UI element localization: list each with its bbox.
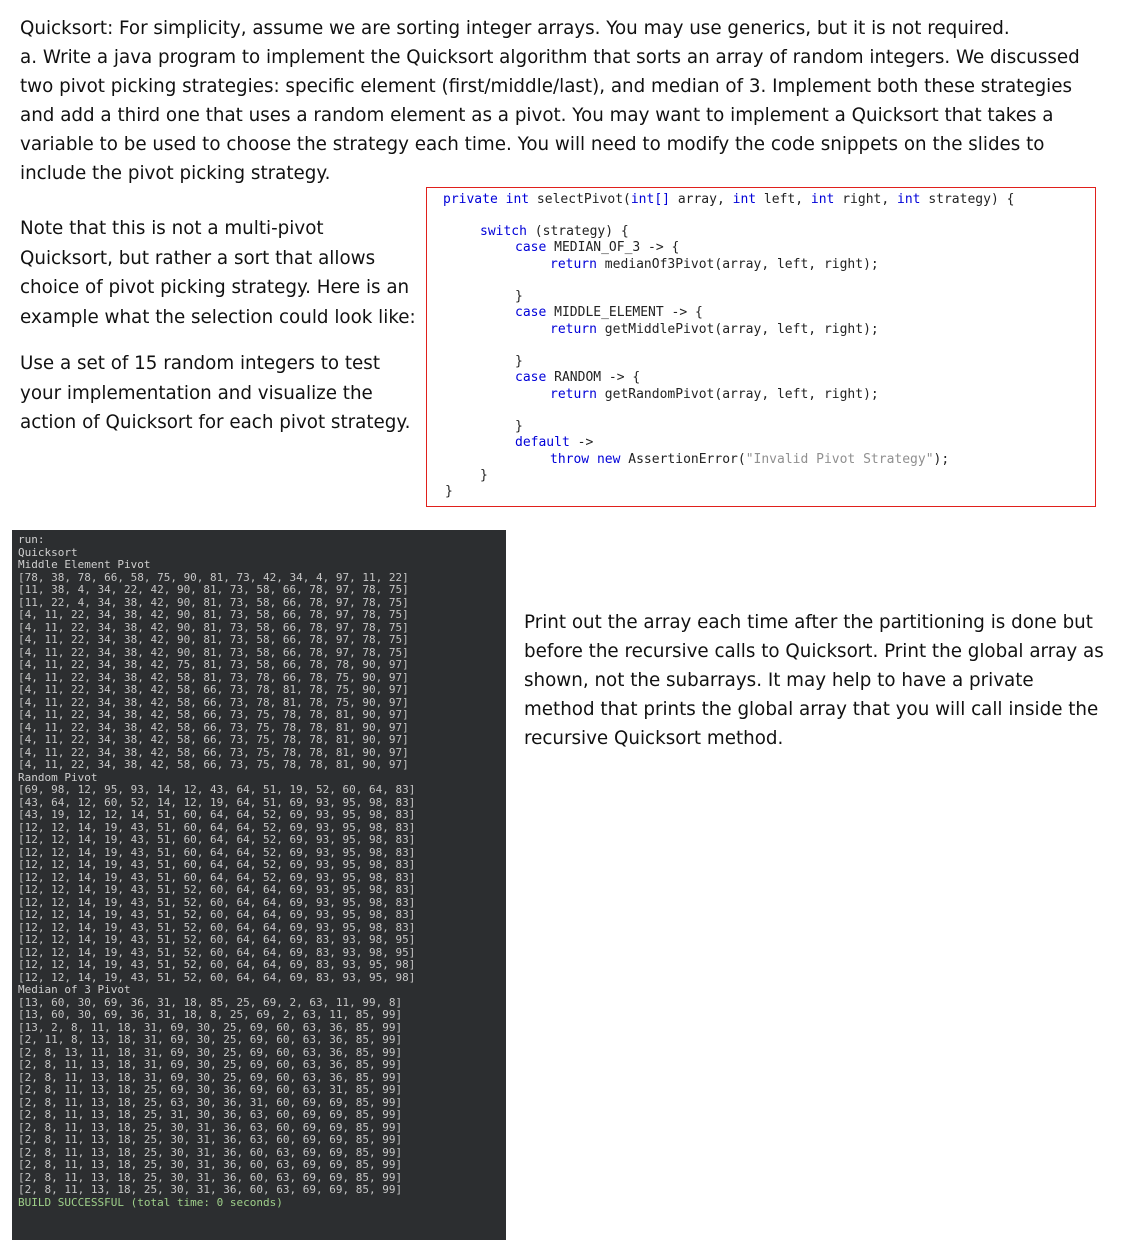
console-array-row: [4, 11, 22, 34, 38, 42, 75, 81, 73, 58, 66, 78, 78, 90, 97]	[18, 658, 409, 671]
console-section-label: Random Pivot	[18, 770, 98, 784]
console-array-row: [2, 8, 11, 13, 18, 31, 69, 30, 25, 69, 60, 63, 36, 85, 99]	[18, 1058, 403, 1071]
console-array-row: [4, 11, 22, 34, 38, 42, 58, 66, 73, 75, 78, 78, 81, 90, 97]	[18, 745, 409, 759]
console-footer: BUILD SUCCESSFUL (total time: 0 seconds)	[18, 1195, 283, 1209]
console-array-row: [43, 19, 12, 12, 14, 51, 60, 64, 64, 52, 69, 93, 95, 98, 83]	[18, 808, 416, 821]
console-array-row: [4, 11, 22, 34, 38, 42, 58, 66, 73, 75, 78, 78, 81, 90, 97]	[18, 708, 409, 721]
code-line-case-median: case MEDIAN_OF_3 -> {	[515, 240, 680, 255]
console-array-row: [2, 8, 11, 13, 18, 25, 30, 31, 36, 60, 63, 69, 69, 85, 99]	[18, 1183, 403, 1196]
console-section-label: Middle Element Pivot	[18, 558, 151, 571]
note-paragraph-1: Note that this is not a multi-pivot Quicksort, but rather a sort that allows choice of pivot picking strategy. Here is an example what the selection could look like:	[20, 218, 416, 328]
console-array-row: [2, 8, 13, 11, 18, 31, 69, 30, 25, 69, 60, 63, 36, 85, 99]	[18, 1045, 403, 1059]
console-array-row: [2, 8, 11, 13, 18, 25, 69, 30, 36, 69, 60, 63, 31, 85, 99]	[18, 1083, 403, 1096]
console-array-row: [4, 11, 22, 34, 38, 42, 90, 81, 73, 58, 66, 78, 97, 78, 75]	[18, 620, 409, 634]
code-line-close-2: }	[515, 354, 523, 369]
code-snippet	[426, 187, 1096, 507]
code-line-switch: switch (strategy) {	[480, 224, 629, 239]
console-array-row: [12, 12, 14, 19, 43, 51, 52, 60, 64, 64, 69, 93, 95, 98, 83]	[18, 883, 416, 896]
console-array-row: [69, 98, 12, 95, 93, 14, 12, 43, 64, 51, 19, 52, 60, 64, 83]	[18, 783, 416, 796]
console-array-row: [2, 8, 11, 13, 18, 25, 30, 31, 36, 63, 60, 69, 69, 85, 99]	[18, 1133, 403, 1146]
console-array-row: [12, 12, 14, 19, 43, 51, 60, 64, 64, 52, 69, 93, 95, 98, 83]	[18, 870, 416, 884]
code-line-close-method: }	[445, 484, 453, 499]
console-title: Quicksort	[18, 545, 78, 559]
console-array-row: [11, 22, 4, 34, 38, 42, 90, 81, 73, 58, 66, 78, 97, 78, 75]	[18, 595, 409, 609]
code-line-close-3: }	[515, 419, 523, 434]
console-array-row: [12, 12, 14, 19, 43, 51, 52, 60, 64, 64, 69, 83, 93, 98, 95]	[18, 933, 416, 946]
console-array-row: [2, 8, 11, 13, 18, 25, 31, 30, 36, 63, 60, 69, 69, 85, 99]	[18, 1108, 403, 1121]
console-array-row: [2, 8, 11, 13, 18, 25, 30, 31, 36, 60, 63, 69, 69, 85, 99]	[18, 1145, 403, 1159]
console-array-row: [2, 8, 11, 13, 18, 25, 30, 31, 36, 60, 63, 69, 69, 85, 99]	[18, 1170, 403, 1184]
console-section-label: Median of 3 Pivot	[18, 983, 131, 996]
console-array-row: [13, 2, 8, 11, 18, 31, 69, 30, 25, 69, 60, 63, 36, 85, 99]	[18, 1020, 403, 1034]
console-array-row: [2, 8, 11, 13, 18, 25, 30, 31, 36, 60, 63, 69, 69, 85, 99]	[18, 1158, 403, 1171]
console-array-row: [78, 38, 78, 66, 58, 75, 90, 81, 73, 42, 34, 4, 97, 11, 22]	[18, 570, 409, 584]
code-line-case-random: case RANDOM -> {	[515, 370, 641, 385]
console-array-row: [4, 11, 22, 34, 38, 42, 58, 81, 73, 78, 66, 78, 75, 90, 97]	[18, 670, 409, 684]
intro-paragraph: a. Write a java program to implement the Quicksort algorithm that sorts an array of random integers. We discussed two pivot picking strategies: specific element (first/middle/last), and median of 3. Implement both these strategies and add a third one that uses a random element as a pivot. You may want to implement a Quicksort that takes a variable to be used to choose the strategy each time. You will need to modify the code snippets on the slides to include the pivot picking strategy.	[20, 47, 1080, 184]
console-array-row: [11, 38, 4, 34, 22, 42, 90, 81, 73, 58, 66, 78, 97, 78, 75]	[18, 583, 409, 596]
intro-line-1: Quicksort: For simplicity, assume we are sorting integer arrays. You may use generics, but it is not required.	[20, 18, 1010, 39]
console-array-row: [13, 60, 30, 69, 36, 31, 18, 8, 25, 69, 2, 63, 11, 85, 99]	[18, 1008, 403, 1021]
code-line-signature: private int selectPivot(int[] array, int left, int right, int strategy) {	[443, 192, 1015, 207]
console-array-row: [4, 11, 22, 34, 38, 42, 58, 66, 73, 75, 78, 78, 81, 90, 97]	[18, 733, 409, 746]
console-array-row: [12, 12, 14, 19, 43, 51, 60, 64, 64, 52, 69, 93, 95, 98, 83]	[18, 820, 416, 834]
console-output	[12, 530, 506, 1240]
code-line-close-switch: }	[480, 468, 488, 483]
console-array-row: [4, 11, 22, 34, 38, 42, 58, 66, 73, 78, 81, 78, 75, 90, 97]	[18, 695, 409, 709]
console-sections	[18, 559, 506, 1197]
console-array-row: [12, 12, 14, 19, 43, 51, 52, 60, 64, 64, 69, 93, 95, 98, 83]	[18, 920, 416, 934]
console-array-row: [43, 64, 12, 60, 52, 14, 12, 19, 64, 51, 69, 93, 95, 98, 83]	[18, 795, 416, 809]
note-paragraph-2: Use a set of 15 random integers to test your implementation and visualize the action of Quicksort for each pivot strategy.	[20, 353, 411, 433]
code-line-return-middle: return getMiddlePivot(array, left, right);	[550, 322, 879, 337]
console-run: run:	[18, 533, 45, 546]
console-array-row: [12, 12, 14, 19, 43, 51, 60, 64, 64, 52, 69, 93, 95, 98, 83]	[18, 858, 416, 871]
console-array-row: [4, 11, 22, 34, 38, 42, 58, 66, 73, 78, 81, 78, 75, 90, 97]	[18, 683, 409, 696]
console-array-row: [12, 12, 14, 19, 43, 51, 52, 60, 64, 64, 69, 83, 93, 98, 95]	[18, 945, 416, 959]
console-array-row: [12, 12, 14, 19, 43, 51, 52, 60, 64, 64, 69, 93, 95, 98, 83]	[18, 908, 416, 921]
console-array-row: [4, 11, 22, 34, 38, 42, 58, 66, 73, 75, 78, 78, 81, 90, 97]	[18, 758, 409, 771]
console-array-row: [4, 11, 22, 34, 38, 42, 90, 81, 73, 58, 66, 78, 97, 78, 75]	[18, 608, 409, 621]
console-array-row: [2, 8, 11, 13, 18, 25, 63, 30, 36, 31, 60, 69, 69, 85, 99]	[18, 1095, 403, 1109]
print-instructions	[524, 608, 1104, 753]
console-array-row: [12, 12, 14, 19, 43, 51, 60, 64, 64, 52, 69, 93, 95, 98, 83]	[18, 833, 416, 846]
console-array-row: [12, 12, 14, 19, 43, 51, 52, 60, 64, 64, 69, 93, 95, 98, 83]	[18, 895, 416, 909]
code-line-case-middle: case MIDDLE_ELEMENT -> {	[515, 305, 703, 320]
code-line-return-random: return getRandomPivot(array, left, right);	[550, 387, 879, 402]
console-array-row: [13, 60, 30, 69, 36, 31, 18, 85, 25, 69, 2, 63, 11, 99, 8]	[18, 995, 403, 1009]
console-array-row: [12, 12, 14, 19, 43, 51, 52, 60, 64, 64, 69, 83, 93, 95, 98]	[18, 970, 416, 984]
code-line-throw: throw new AssertionError("Invalid Pivot Strategy");	[550, 452, 950, 467]
note-text	[20, 214, 420, 438]
print-instructions-paragraph: Print out the array each time after the partitioning is done but before the recursive calls to Quicksort. Print the global array as shown, not the subarrays. It may help to have a private method that prints the global array that you will call inside the recursive Quicksort method.	[524, 612, 1104, 749]
console-array-row: [12, 12, 14, 19, 43, 51, 60, 64, 64, 52, 69, 93, 95, 98, 83]	[18, 845, 416, 859]
console-array-row: [4, 11, 22, 34, 38, 42, 90, 81, 73, 58, 66, 78, 97, 78, 75]	[18, 633, 409, 646]
console-array-row: [2, 11, 8, 13, 18, 31, 69, 30, 25, 69, 60, 63, 36, 85, 99]	[18, 1033, 403, 1046]
console-array-row: [4, 11, 22, 34, 38, 42, 90, 81, 73, 58, 66, 78, 97, 78, 75]	[18, 645, 409, 659]
code-line-return-median: return medianOf3Pivot(array, left, right);	[550, 257, 879, 272]
code-line-close-1: }	[515, 289, 523, 304]
console-array-row: [2, 8, 11, 13, 18, 31, 69, 30, 25, 69, 60, 63, 36, 85, 99]	[18, 1070, 403, 1084]
intro-text	[20, 14, 1110, 188]
code-line-default: default ->	[515, 435, 594, 450]
console-array-row: [2, 8, 11, 13, 18, 25, 30, 31, 36, 63, 60, 69, 69, 85, 99]	[18, 1120, 403, 1134]
console-array-row: [4, 11, 22, 34, 38, 42, 58, 66, 73, 75, 78, 78, 81, 90, 97]	[18, 720, 409, 734]
console-array-row: [12, 12, 14, 19, 43, 51, 52, 60, 64, 64, 69, 83, 93, 95, 98]	[18, 958, 416, 971]
